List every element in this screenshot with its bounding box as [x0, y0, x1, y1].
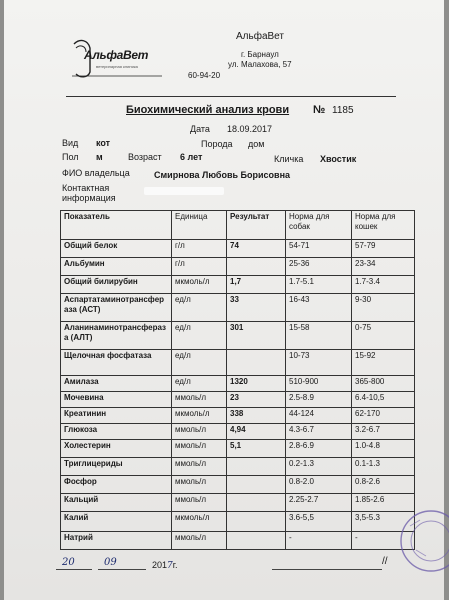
cell-norm-cats: 1.7-3.4	[352, 276, 415, 294]
cell-norm-dogs: 0.8-2.0	[286, 476, 352, 494]
cell-norm-cats: 1.0-4.8	[352, 440, 415, 458]
owner-label: ФИО владельца	[62, 168, 130, 178]
table-row	[61, 392, 415, 408]
contact-label-line1: Контактная	[62, 183, 110, 193]
cell-indicator: Щелочная фосфатаза	[61, 350, 172, 376]
cell-norm-dogs: 0.2-1.3	[286, 458, 352, 476]
cell-result: 4,94	[227, 424, 286, 440]
signature-day: 20	[62, 557, 75, 568]
header-indicator: Показатель	[61, 211, 172, 240]
cell-norm-cats: 9-30	[352, 294, 415, 322]
cell-result: 1,7	[227, 276, 286, 294]
clinic-name: АльфаВет	[236, 31, 284, 42]
logo-wordmark: АльфаВет	[84, 48, 149, 62]
redacted-contact	[144, 187, 224, 195]
signature-line	[272, 569, 382, 570]
header-norm-cats: Норма для кошек	[352, 211, 415, 240]
cell-result: 74	[227, 240, 286, 258]
table-row	[61, 322, 415, 350]
header-norm-dogs: Норма для собак	[286, 211, 352, 240]
cell-indicator: Мочевина	[61, 392, 172, 408]
cell-unit: мкмоль/л	[172, 408, 227, 424]
day-underline	[56, 569, 92, 570]
table-row	[61, 294, 415, 322]
cell-norm-dogs: 2.5-8.9	[286, 392, 352, 408]
table-header-row	[61, 211, 415, 240]
cell-unit: мкмоль/л	[172, 276, 227, 294]
header-unit: Единица	[172, 211, 227, 240]
cell-indicator: Глюкоза	[61, 424, 172, 440]
cell-unit: ммоль/л	[172, 476, 227, 494]
cell-norm-dogs: 2.25-2.7	[286, 494, 352, 512]
breed-value: дом	[248, 139, 265, 149]
clinic-city: г. Барнаул	[241, 50, 279, 59]
year-suffix: 7	[167, 561, 173, 571]
report-sheet	[4, 0, 444, 600]
header-divider	[66, 96, 396, 97]
signature-month: 09	[104, 557, 117, 568]
cell-norm-dogs: 16-43	[286, 294, 352, 322]
cell-norm-dogs: 2.8-6.9	[286, 440, 352, 458]
cell-indicator: Натрий	[61, 532, 172, 550]
cell-norm-dogs: 25-36	[286, 258, 352, 276]
age-label: Возраст	[128, 152, 162, 162]
cell-norm-cats: 0.8-2.6	[352, 476, 415, 494]
nickname-label: Кличка	[274, 154, 304, 164]
cell-norm-cats: 365-800	[352, 376, 415, 392]
clinic-address: ул. Малахова, 57	[228, 60, 292, 69]
cell-unit: ед/л	[172, 294, 227, 322]
cell-indicator: Общий билирубин	[61, 276, 172, 294]
cell-norm-dogs: -	[286, 532, 352, 550]
species-label: Вид	[62, 138, 79, 148]
table-row	[61, 424, 415, 440]
cell-unit: ммоль/л	[172, 494, 227, 512]
cell-norm-cats: 57-79	[352, 240, 415, 258]
results-table	[60, 210, 415, 550]
cell-unit: ммоль/л	[172, 424, 227, 440]
table-row	[61, 276, 415, 294]
cell-norm-dogs: 510-900	[286, 376, 352, 392]
cell-norm-dogs: 4.3-6.7	[286, 424, 352, 440]
cell-norm-dogs: 10-73	[286, 350, 352, 376]
table-row	[61, 458, 415, 476]
cell-result	[227, 458, 286, 476]
report-title: Биохимический анализ крови	[126, 104, 290, 116]
cell-norm-dogs: 1.7-5.1	[286, 276, 352, 294]
table-row	[61, 532, 415, 550]
table-row	[61, 494, 415, 512]
table-row	[61, 350, 415, 376]
cell-unit: ед/л	[172, 376, 227, 392]
cell-norm-cats: 6.4-10,5	[352, 392, 415, 408]
report-number-label: №	[313, 104, 326, 116]
cell-norm-cats: 1.85-2.6	[352, 494, 415, 512]
breed-label: Порода	[201, 139, 233, 149]
cell-unit: ммоль/л	[172, 458, 227, 476]
cell-indicator: Аспартатаминотрансфераза (АСТ)	[61, 294, 172, 322]
table-row	[61, 258, 415, 276]
cell-indicator: Креатинин	[61, 408, 172, 424]
species-value: кот	[96, 138, 111, 148]
cell-unit: ммоль/л	[172, 440, 227, 458]
cell-result	[227, 512, 286, 532]
cell-indicator: Аланинаминотрансфераза (АЛТ)	[61, 322, 172, 350]
date-value: 18.09.2017	[227, 124, 273, 134]
cell-unit: мкмоль/л	[172, 512, 227, 532]
month-underline	[98, 569, 146, 570]
logo-tagline: ветеринарная клиника	[96, 64, 138, 69]
cell-result: 1320	[227, 376, 286, 392]
signature-slash: //	[382, 556, 388, 567]
cell-unit: ед/л	[172, 322, 227, 350]
cell-indicator: Общий белок	[61, 240, 172, 258]
table-row	[61, 512, 415, 532]
cell-unit: г/л	[172, 240, 227, 258]
cell-indicator: Триглицериды	[61, 458, 172, 476]
year-end: г.	[172, 560, 178, 570]
signature-year	[152, 560, 177, 571]
clinic-stamp-icon	[396, 506, 449, 576]
cell-result	[227, 258, 286, 276]
cell-result	[227, 532, 286, 550]
cell-norm-cats: 0-75	[352, 322, 415, 350]
cell-result	[227, 494, 286, 512]
cell-norm-cats: 3.2-6.7	[352, 424, 415, 440]
cell-norm-cats: 0.1-1.3	[352, 458, 415, 476]
cell-unit: ед/л	[172, 350, 227, 376]
header-result: Результат	[227, 211, 286, 240]
cell-indicator: Холестерин	[61, 440, 172, 458]
cell-indicator: Амилаза	[61, 376, 172, 392]
cell-norm-cats: -	[352, 532, 415, 550]
cell-norm-dogs: 15-58	[286, 322, 352, 350]
cell-norm-dogs: 3.6-5,5	[286, 512, 352, 532]
owner-value: Смирнова Любовь Борисовна	[154, 170, 291, 180]
cell-result	[227, 350, 286, 376]
cell-indicator: Альбумин	[61, 258, 172, 276]
table-row	[61, 440, 415, 458]
table-row	[61, 476, 415, 494]
report-number: 1185	[332, 105, 354, 116]
sex-label: Пол	[62, 152, 79, 162]
sex-value: м	[96, 152, 103, 162]
cell-result: 338	[227, 408, 286, 424]
cell-indicator: Фосфор	[61, 476, 172, 494]
cell-result: 5,1	[227, 440, 286, 458]
year-prefix: 201	[152, 560, 168, 570]
cell-result: 301	[227, 322, 286, 350]
cell-norm-cats: 3,5-5.3	[352, 512, 415, 532]
cell-norm-cats: 15-92	[352, 350, 415, 376]
nickname-value: Хвостик	[320, 154, 357, 164]
cell-unit: г/л	[172, 258, 227, 276]
table-row	[61, 408, 415, 424]
table-row	[61, 240, 415, 258]
cell-result	[227, 476, 286, 494]
cell-norm-dogs: 54-71	[286, 240, 352, 258]
cell-unit: ммоль/л	[172, 392, 227, 408]
table-row	[61, 376, 415, 392]
cell-indicator: Калий	[61, 512, 172, 532]
cell-indicator: Кальций	[61, 494, 172, 512]
cell-result: 23	[227, 392, 286, 408]
date-label: Дата	[190, 124, 210, 134]
cell-norm-cats: 62-170	[352, 408, 415, 424]
age-value: 6 лет	[180, 152, 203, 162]
cell-result: 33	[227, 294, 286, 322]
cell-norm-dogs: 44-124	[286, 408, 352, 424]
clinic-phone: 60-94-20	[188, 71, 221, 80]
contact-label-line2: информация	[62, 193, 116, 203]
cell-norm-cats: 23-34	[352, 258, 415, 276]
cell-unit: ммоль/л	[172, 532, 227, 550]
